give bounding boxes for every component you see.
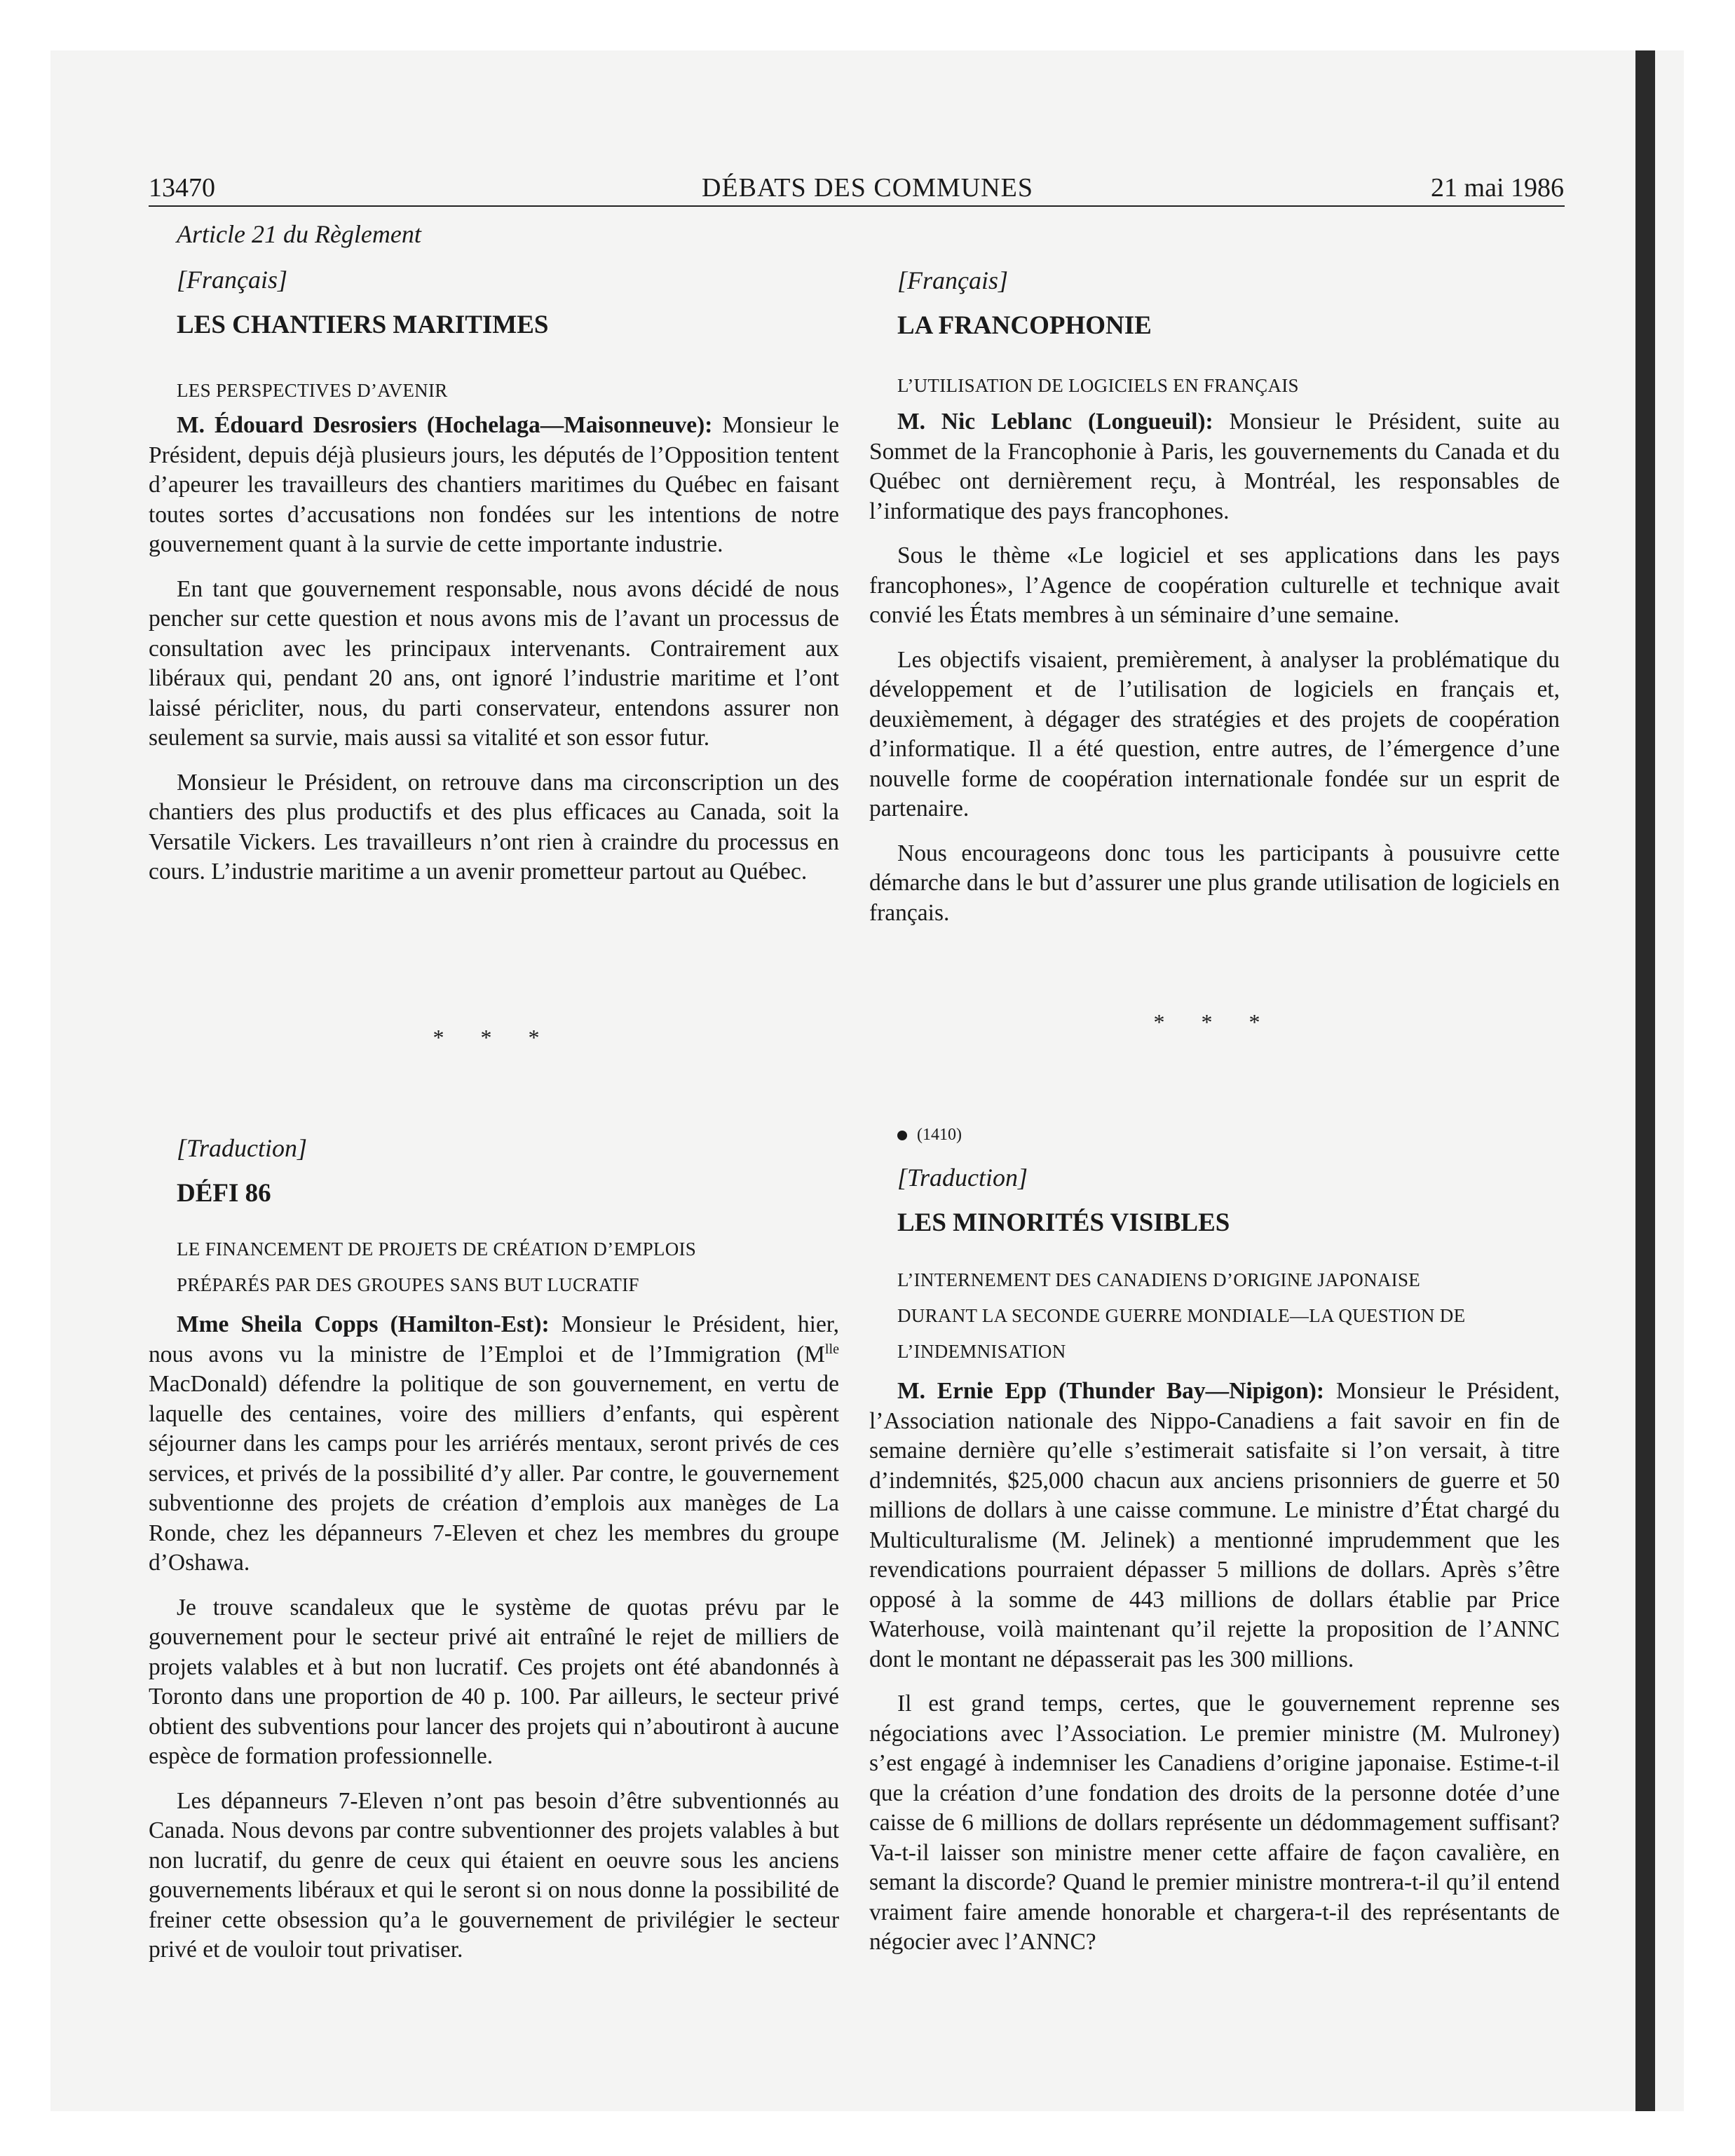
section-subheading: LES PERSPECTIVES D’AVENIR <box>177 380 448 401</box>
speech-paragraph: Les objectifs visaient, premièrement, à analyser la problématique du développement et de l’utilisation de logiciels en français et, deuxièmement, à dégager des stratégies et des projets de coopération d’informatique. Il a été question, entre autres, de l’émergence d’une nouvelle forme de coopération internationale fondée sur un esprit de partenaire. <box>869 646 1560 821</box>
section-heading: LA FRANCOPHONIE <box>897 311 1152 340</box>
section-francophonie <box>869 265 1560 943</box>
section-heading: DÉFI 86 <box>177 1179 271 1208</box>
scan-edge-bar <box>1635 50 1655 2111</box>
rule-reference: Article 21 du Règlement <box>177 220 421 248</box>
language-tag: [Traduction] <box>177 1134 308 1162</box>
section-heading: LES MINORITÉS VISIBLES <box>897 1208 1230 1237</box>
section-chantiers-maritimes <box>149 219 839 902</box>
language-tag: [Français] <box>177 266 288 294</box>
speech-paragraph: Les dépanneurs 7-Eleven n’ont pas besoin d’être subventionnés au Canada. Nous devons par contre subventionner des projets valables à but non lucratif, du genre de ceux qui étaient en oeuvre sous les anciens gouvernements libéraux et qui le seront si on nous donne la possibilité de freiner cette obsession qu’a le gouvernement de privilégier le secteur privé et de vouloir tout privatiser. <box>149 1787 839 1963</box>
section-defi-86 <box>149 1133 839 1980</box>
bullet-icon <box>897 1131 907 1140</box>
section-minorites-visibles <box>869 1124 1560 1972</box>
section-separator: * * * <box>1153 1009 1276 1035</box>
journal-title: DÉBATS DES COMMUNES <box>702 173 1033 203</box>
speaker-name: M. Édouard Desrosiers (Hochelaga—Maisonneuve): <box>177 412 713 438</box>
section-subheading: L’UTILISATION DE LOGICIELS EN FRANÇAIS <box>897 375 1299 396</box>
speaker-name: M. Nic Leblanc (Longueuil): <box>897 409 1213 435</box>
speech-paragraph: M. Nic Leblanc (Longueuil): Monsieur le Président, suite au Sommet de la Francophonie à Paris, les gouvernements du Canada et du Québec ont dernièrement reçu, à Montréal, les responsables de l’informatique des pays francophones. <box>869 409 1560 524</box>
speech-paragraph: Je trouve scandaleux que le système de quotas prévu par le gouvernement pour le secteur privé ait entraîné le rejet de milliers de projets valables et à but non lucratif. Ces projets ont été abandonnés à Toronto dans une proportion de 40 p. 100. Par ailleurs, le secteur privé obtient des subventions pour lancer des projets qui n’aboutiront à aucune espèce de formation professionnelle. <box>149 1594 839 1769</box>
header-rule <box>149 205 1565 207</box>
speech-paragraph: Monsieur le Président, on retrouve dans ma circonscription un des chantiers des plus productifs et des plus efficaces au Canada, soit la Versatile Vickers. Les travailleurs n’ont rien à craindre du processus en cours. L’industrie maritime a un avenir prometteur partout au Québec. <box>149 769 839 885</box>
section-subheading: L’INTERNEMENT DES CANADIENS D’ORIGINE JAPONAISE DURANT LA SECONDE GUERRE MONDIALE—LA QUESTION DE L’INDEMNISATION <box>897 1269 1466 1362</box>
speech-paragraph: Sous le thème «Le logiciel et ses applications dans les pays francophones», l’Agence de coopération culturelle et technique avait convié les États membres à un séminaire d’une semaine. <box>869 543 1560 628</box>
language-tag: [Français] <box>897 266 1009 294</box>
speaker-name: Mme Sheila Copps (Hamilton-Est): <box>177 1311 550 1337</box>
speech-paragraph: M. Édouard Desrosiers (Hochelaga—Maisonneuve): Monsieur le Président, depuis déjà plusieurs jours, les députés de l’Opposition tentent d’apeurer les travailleurs des chantiers maritimes du Québec en faisant toutes sortes d’accusations non fondées sur les intentions de notre gouvernement quant à la survie de cette importante industrie. <box>149 412 839 557</box>
section-subheading: LE FINANCEMENT DE PROJETS DE CRÉATION D’EMPLOIS PRÉPARÉS PAR DES GROUPES SANS BUT LUCRATIF <box>177 1239 697 1295</box>
speech-paragraph: M. Ernie Epp (Thunder Bay—Nipigon): Monsieur le Président, l’Association nationale des Nippo-Canadiens a fait savoir en fin de semaine dernière qu’elle s’estimerait satisfaite si l’on versait, à titre d’indemnités, $25,000 chacun aux anciens prisonniers de guerre et 50 millions de dollars à une caisse commune. Le ministre d’État chargé du Multiculturalisme (M. Jelinek) a mentionné imprudemment que les revendications pourraient dépasser 5 millions de dollars. Après s’être opposé à la somme de 443 millions de dollars établie par Price Waterhouse, voilà maintenant qu’il rejette la proposition de l’ANNC dont le montant ne dépasserait pas les 300 millions. <box>869 1378 1560 1672</box>
time-marker: (1410) <box>869 1124 1560 1145</box>
page-number: 13470 <box>149 173 215 203</box>
language-tag: [Traduction] <box>897 1164 1028 1192</box>
speaker-name: M. Ernie Epp (Thunder Bay—Nipigon): <box>897 1378 1325 1404</box>
speech-paragraph: Nous encourageons donc tous les participants à pousuivre cette démarche dans le but d’assurer une plus grande utilisation de logiciels en français. <box>869 840 1560 926</box>
section-separator: * * * <box>433 1025 555 1050</box>
section-heading: LES CHANTIERS MARITIMES <box>177 311 549 339</box>
issue-date: 21 mai 1986 <box>1431 173 1564 203</box>
speech-paragraph: Il est grand temps, certes, que le gouvernement reprenne ses négociations avec l’Association. Le premier ministre (M. Mulroney) s’est engagé à indemniser les Canadiens d’origine japonaise. Estime-t-il que la création d’une fondation des droits de la personne dotée d’une caisse de 6 millions de dollars représente un dédommagement suffisant? Va-t-il laisser son ministre mener cette affaire de façon cavalière, en semant la discorde? Quand le premier ministre montrera-t-il qu’il entend vraiment faire amende honorable et chargera-t-il des représentants de négocier avec l’ANNC? <box>869 1691 1560 1955</box>
speech-paragraph: Mme Sheila Copps (Hamilton-Est): Monsieur le Président, hier, nous avons vu la ministre de l’Emploi et de l’Immigration ($M^{lle}$ MacDonald) défendre la politique de son gouvernement, en vertu de laquelle des centaines, voire des milliers d’enfants, qui espèrent séjourner dans les camps pour les arriérés mentaux, seront privés de ces services, et privés de la possibilité d’y aller. Par contre, le gouvernement subventionne des projets de création d’emplois aux manèges de La Ronde, chez les dépanneurs 7-Eleven et chez les membres du groupe d’Oshawa. <box>149 1311 839 1576</box>
speech-paragraph: En tant que gouvernement responsable, nous avons décidé de nous pencher sur cette question et nous avons mis de l’avant un processus de consultation avec les principaux intervenants. Contrairement aux libéraux qui, pendant 20 ans, ont ignoré l’industrie maritime et l’ont laissé péricliter, nous, du parti conservateur, entendons assurer non seulement sa survie, mais aussi sa vitalité et son essor futur. <box>149 575 839 751</box>
